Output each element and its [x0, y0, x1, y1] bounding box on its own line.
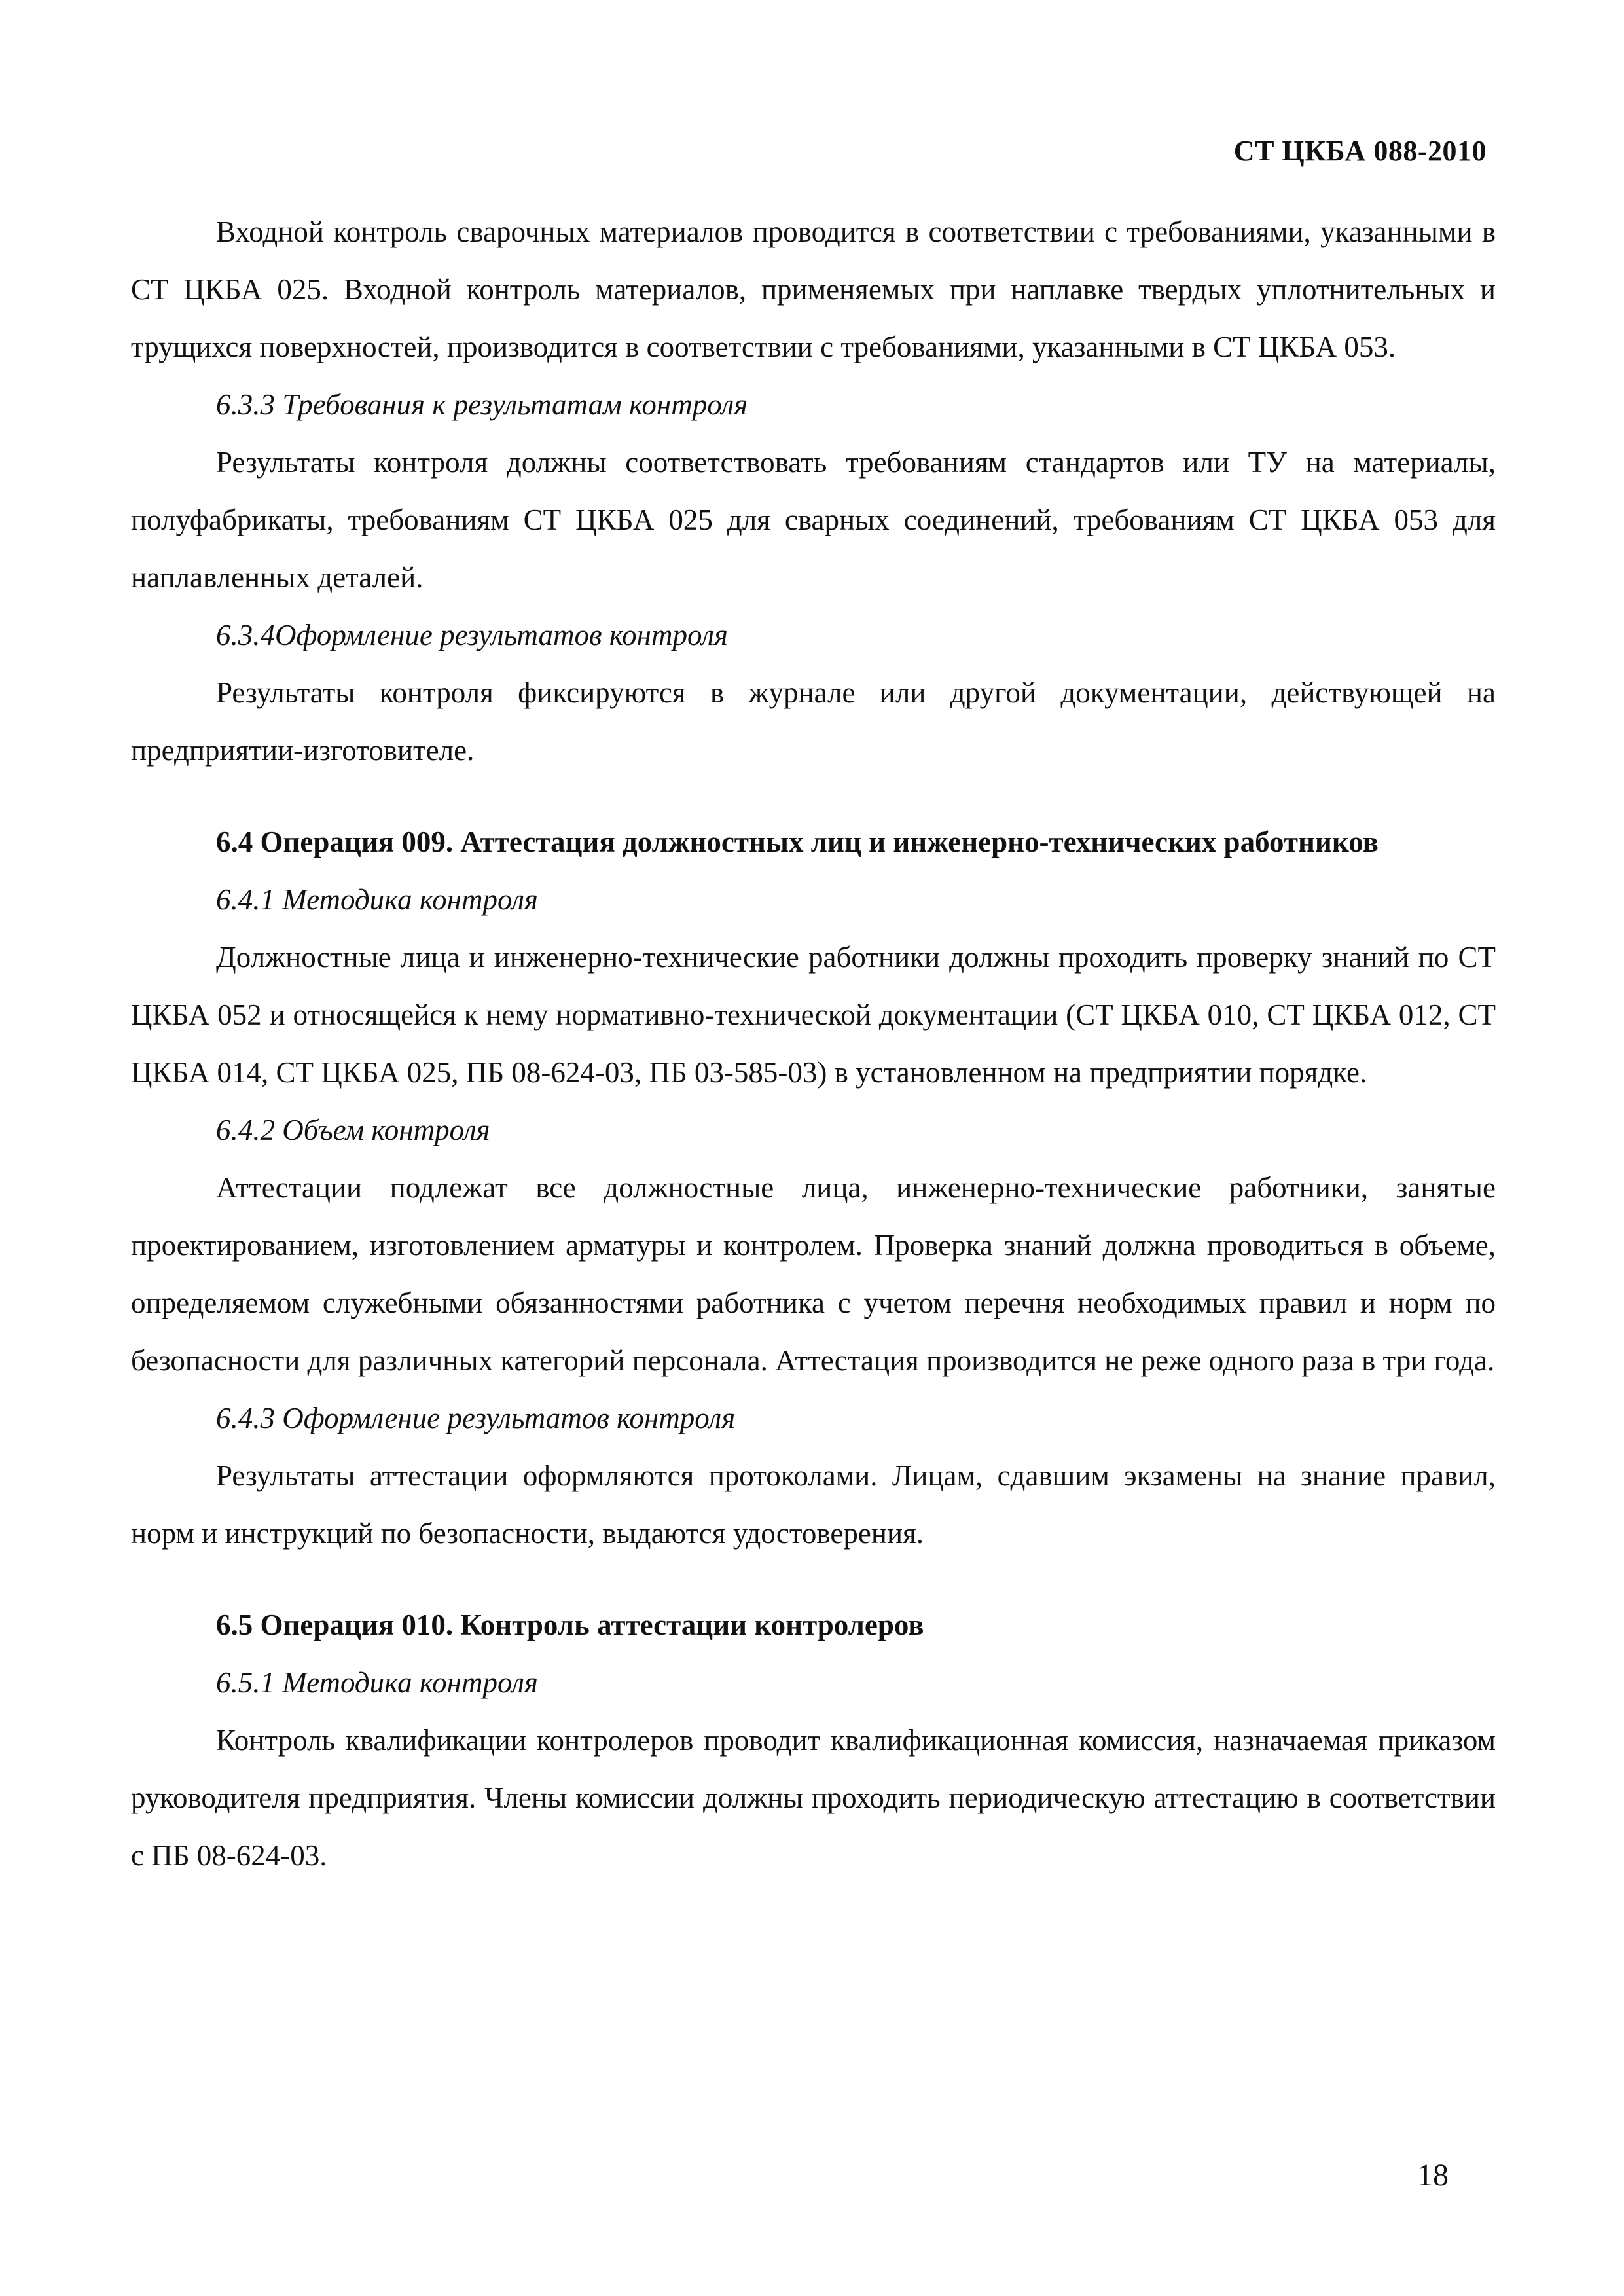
paragraph-inspector-qualification: Контроль квалификации контролеров проводит квалификационная комиссия, назначаемая приказом руководителя предприятия. Члены комиссии должны проходить периодическую аттестацию в соответствии с ПБ 08-624-03.	[131, 1724, 1496, 1872]
subsection-6-3-4-title: 6.3.4Оформление результатов контроля	[216, 619, 728, 651]
paragraph-incoming-welding-control: Входной контроль сварочных материалов проводится в соответствии с требованиями, указанными в СТ ЦКБА 025. Входной контроль материалов, применяемых при наплавке твердых уплотнительных и трущихся поверхностей, производится в соответствии с требованиями, указанными в СТ ЦКБА 053.	[131, 215, 1496, 363]
page-body	[131, 203, 1496, 1884]
subsection-6-4-2-title: 6.4.2 Объем контроля	[216, 1114, 490, 1146]
paragraph-attestation-records: Результаты аттестации оформляются протоколами. Лицам, сдавшим экзамены на знание правил, норм и инструкций по безопасности, выдаются удостоверения.	[131, 1459, 1496, 1550]
paragraph-control-results-requirements: Результаты контроля должны соответствовать требованиям стандартов или ТУ на материалы, полуфабрикаты, требованиям СТ ЦКБА 025 для сварных соединений, требованиям СТ ЦКБА 053 для наплавленных деталей.	[131, 446, 1496, 594]
paragraph-results-recording: Результаты контроля фиксируются в журнале или другой документации, действующей на предприятии-изготовителе.	[131, 676, 1496, 767]
subsection-6-4-1-title: 6.4.1 Методика контроля	[216, 883, 538, 916]
section-6-5-heading: 6.5 Операция 010. Контроль аттестации контролеров	[216, 1609, 924, 1641]
section-spacer	[131, 1562, 1496, 1596]
document-code-header: СТ ЦКБА 088-2010	[1233, 135, 1487, 167]
section-spacer	[131, 779, 1496, 813]
section-6-4-heading: 6.4 Операция 009. Аттестация должностных лиц и инженерно-технических работников	[216, 826, 1379, 858]
subsection-6-4-3-title: 6.4.3 Оформление результатов контроля	[216, 1402, 736, 1434]
paragraph-knowledge-check: Должностные лица и инженерно-технические работники должны проходить проверку знаний по СТ ЦКБА 052 и относящейся к нему нормативно-технической документации (СТ ЦКБА 010, СТ ЦКБА 012, СТ ЦКБА 014, СТ ЦКБА 025, ПБ 08-624-03, ПБ 03-585-03) в установленном на предприятии порядке.	[131, 941, 1496, 1089]
page-number: 18	[1417, 2158, 1449, 2193]
subsection-6-3-3-title: 6.3.3 Требования к результатам контроля	[216, 388, 748, 421]
paragraph-attestation-scope: Аттестации подлежат все должностные лица, инженерно-технические работники, занятые проектированием, изготовлением арматуры и контролем. Проверка знаний должна проводиться в объеме, определяемом служебными обязанностями работника с учетом перечня необходимых правил и норм по безопасности для различных категорий персонала. Аттестация производится не реже одного раза в три года.	[131, 1171, 1496, 1377]
subsection-6-5-1-title: 6.5.1 Методика контроля	[216, 1666, 538, 1699]
